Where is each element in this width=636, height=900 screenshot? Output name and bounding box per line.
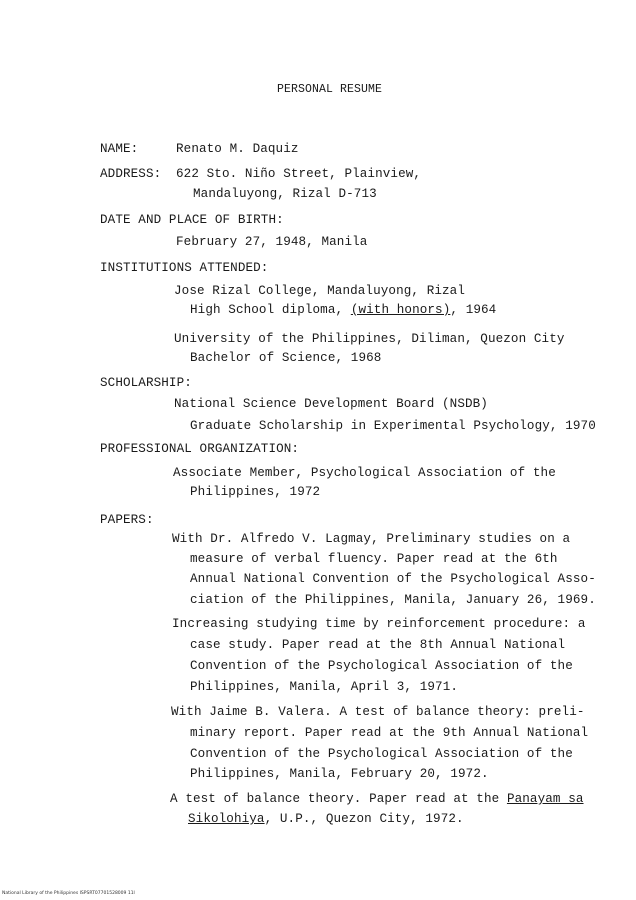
school-2-detail: Bachelor of Science, 1968 xyxy=(190,351,382,365)
paper-4-line: Sikolohiya, U.P., Quezon City, 1972. xyxy=(188,812,464,826)
panayam-text: Panayam sa xyxy=(506,792,584,806)
school-2: University of the Philippines, Diliman, Quezon City xyxy=(174,332,565,346)
honors-text: (with honors) xyxy=(350,303,451,317)
school-1: Jose Rizal College, Mandaluyong, Rizal xyxy=(174,284,465,298)
footer-stamp: National Library of the Philippines ISPSRT07701528009 11l xyxy=(2,891,135,896)
birth-value: February 27, 1948, Manila xyxy=(176,235,368,249)
paper-3-line: With Jaime B. Valera. A test of balance theory: preli- xyxy=(171,705,585,719)
paper-2-line: case study. Paper read at the 8th Annual National xyxy=(190,638,566,652)
paper-1-line: With Dr. Alfredo V. Lagmay, Preliminary studies on a xyxy=(172,532,571,546)
scholarship-line-2: Graduate Scholarship in Experimental Psychology, 1970 xyxy=(190,419,596,433)
paper-3-line: Philippines, Manila, February 20, 1972. xyxy=(190,767,489,781)
paper-3-line: minary report. Paper read at the 9th Annual National xyxy=(190,726,589,740)
paper-2-line: Convention of the Psychological Association of the xyxy=(190,659,573,673)
sikolohiya-text: Sikolohiya xyxy=(188,812,265,826)
school-1-detail: High School diploma, (with honors), 1964 xyxy=(190,303,497,317)
birth-label: DATE AND PLACE OF BIRTH: xyxy=(100,213,284,227)
address-label: ADDRESS: xyxy=(100,167,162,181)
address-line-1: 622 Sto. Niño Street, Plainview, xyxy=(176,167,422,181)
paper-2-line: Philippines, Manila, April 3, 1971. xyxy=(190,680,459,694)
institutions-label: INSTITUTIONS ATTENDED: xyxy=(100,261,269,275)
papers-label: PAPERS: xyxy=(100,513,154,527)
paper-4-line: A test of balance theory. Paper read at the Panayam sa xyxy=(170,792,584,806)
scholarship-line-1: National Science Development Board (NSDB) xyxy=(174,397,488,411)
paper-1-line: ciation of the Philippines, Manila, January 26, 1969. xyxy=(190,593,596,607)
name-value: Renato M. Daquiz xyxy=(176,142,299,156)
paper-1-line: Annual National Convention of the Psychological Asso- xyxy=(190,572,596,586)
page-title: PERSONAL RESUME xyxy=(277,83,383,96)
address-line-2: Mandaluyong, Rizal D-713 xyxy=(193,187,377,201)
name-label: NAME: xyxy=(100,142,139,156)
scholarship-label: SCHOLARSHIP: xyxy=(100,376,192,390)
paper-1-line: measure of verbal fluency. Paper read at the 6th xyxy=(190,552,558,566)
organization-label: PROFESSIONAL ORGANIZATION: xyxy=(100,442,300,456)
paper-3-line: Convention of the Psychological Association of the xyxy=(190,747,573,761)
organization-line-1: Associate Member, Psychological Association of the xyxy=(173,466,556,480)
organization-line-2: Philippines, 1972 xyxy=(190,485,321,499)
paper-2-line: Increasing studying time by reinforcement procedure: a xyxy=(172,617,586,631)
